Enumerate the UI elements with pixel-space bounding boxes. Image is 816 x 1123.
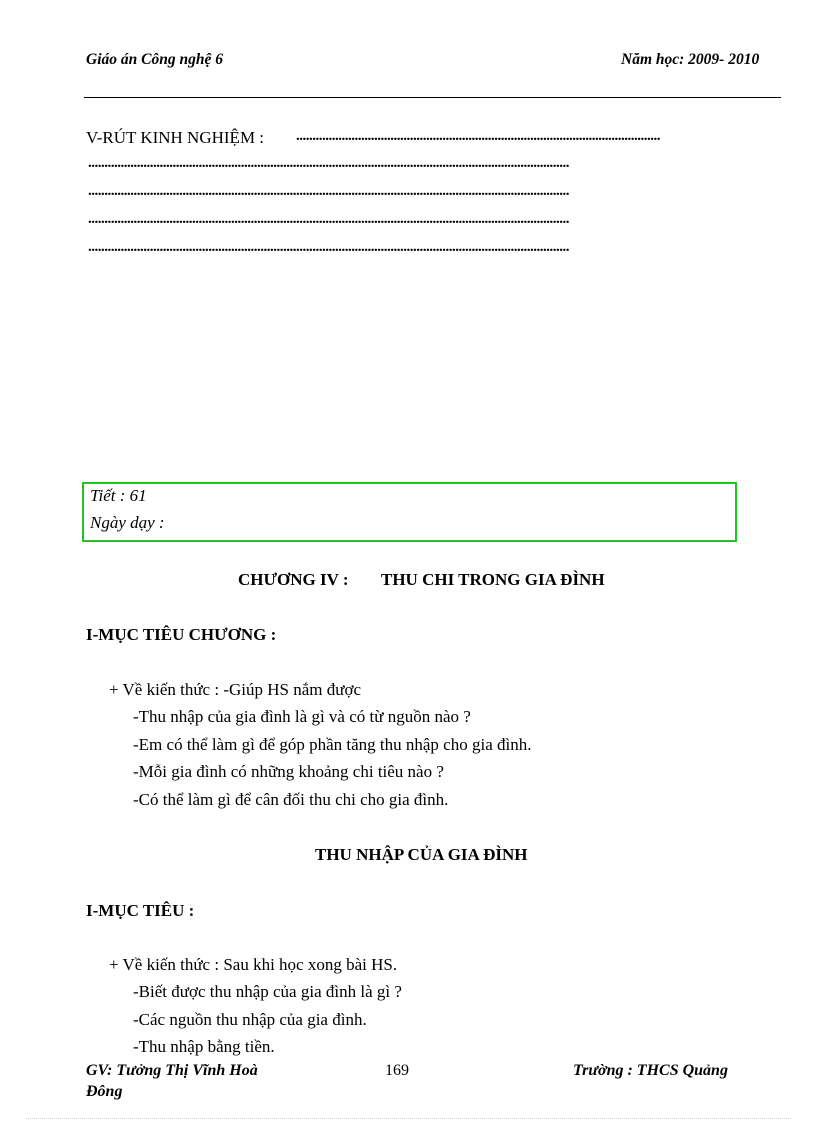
page-edge-dots bbox=[26, 1118, 791, 1119]
experience-dots-line: .................................................................................................................................................... bbox=[88, 239, 569, 255]
experience-dots-first: ................................................................................................................ bbox=[296, 128, 660, 144]
page-number: 169 bbox=[385, 1062, 409, 1079]
experience-dots-line: .................................................................................................................................................... bbox=[88, 183, 569, 199]
experience-dots-line: .................................................................................................................................................... bbox=[88, 211, 569, 227]
footer-school: Trường : THCS Quảng bbox=[573, 1062, 728, 1079]
experience-dots-line: .................................................................................................................................................... bbox=[88, 155, 569, 171]
chapter-objective-item: -Thu nhập của gia đình là gì và có từ nguồn nào ? bbox=[133, 707, 471, 726]
header-school-year: Năm học: 2009- 2010 bbox=[621, 51, 760, 68]
lesson-knowledge-line: + Về kiến thức : Sau khi học xong bài HS. bbox=[109, 955, 398, 974]
experience-label: V-RÚT KINH NGHIỆM : bbox=[86, 128, 265, 147]
lesson-objectives-heading: I-MỤC TIÊU : bbox=[86, 901, 195, 920]
lesson-title: THU NHẬP CỦA GIA ĐÌNH bbox=[315, 845, 528, 864]
lesson-period: Tiết : 61 bbox=[90, 486, 147, 505]
lesson-objective-item: -Thu nhập bằng tiền. bbox=[133, 1037, 275, 1056]
lesson-objective-item: -Biết được thu nhập của gia đình là gì ? bbox=[133, 982, 402, 1001]
footer-teacher: GV: Tưởng Thị Vĩnh Hoà bbox=[86, 1062, 258, 1079]
chapter-number: CHƯƠNG IV : bbox=[238, 570, 349, 589]
chapter-objective-item: -Có thể làm gì để cân đối thu chi cho gia đình. bbox=[133, 790, 449, 809]
chapter-objective-item: -Mỗi gia đình có những khoảng chi tiêu nào ? bbox=[133, 762, 444, 781]
header-subject: Giáo án Công nghệ 6 bbox=[86, 51, 223, 68]
chapter-knowledge-line: + Về kiến thức : -Giúp HS nắm được bbox=[109, 680, 361, 699]
lesson-objective-item: -Các nguồn thu nhập của gia đình. bbox=[133, 1010, 367, 1029]
chapter-objective-item: -Em có thể làm gì để góp phần tăng thu nhập cho gia đình. bbox=[133, 735, 532, 754]
chapter-objectives-heading: I-MỤC TIÊU CHƯƠNG : bbox=[86, 625, 277, 644]
lesson-date: Ngày dạy : bbox=[90, 513, 165, 532]
footer-school-continued: Đông bbox=[86, 1083, 123, 1100]
header-rule bbox=[84, 97, 781, 98]
lesson-info-box bbox=[82, 482, 737, 542]
chapter-title: THU CHI TRONG GIA ĐÌNH bbox=[381, 570, 605, 589]
